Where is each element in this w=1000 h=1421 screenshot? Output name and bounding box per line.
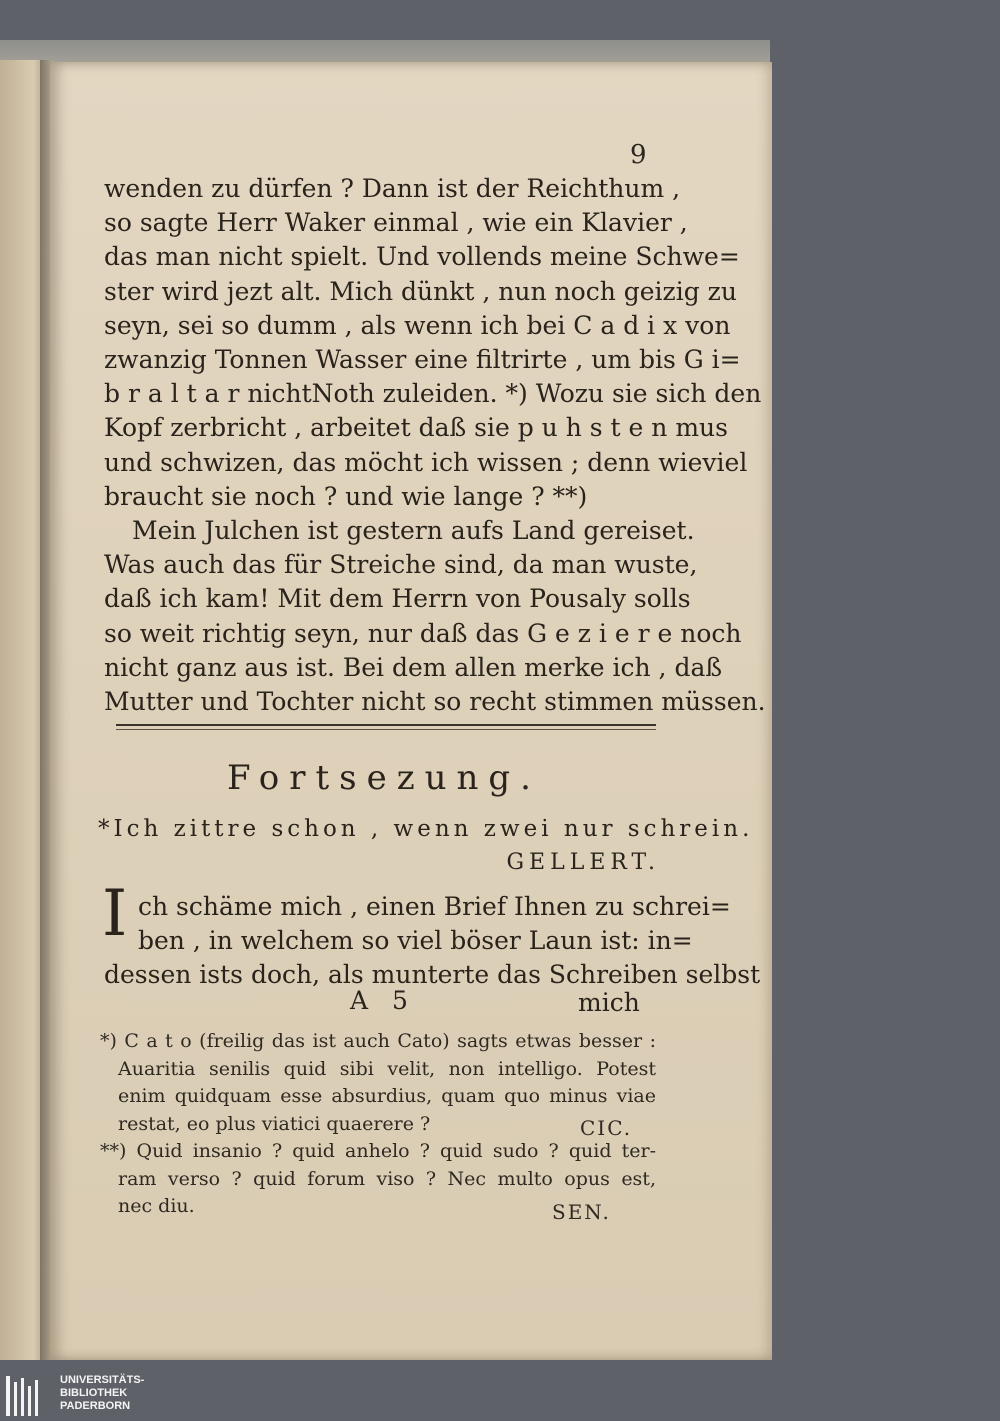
catchword: mich: [578, 988, 640, 1017]
footnote-line: *) C a t o (freilig das ist auch Cato) sagts etwas besser :: [100, 1030, 656, 1052]
page-number: 9: [630, 140, 647, 170]
footnote-line: restat, eo plus viatici quaerere ?: [118, 1112, 431, 1135]
text-line: Mutter und Tochter nicht so recht stimmen müssen.: [104, 687, 766, 717]
text-line: wenden zu dürfen ? Dann ist der Reichthum ,: [104, 174, 681, 203]
epigraph: *Ich zittre schon , wenn zwei nur schrein.: [98, 816, 754, 842]
footnote-2-source: SEN.: [552, 1200, 611, 1224]
text-line: zwanzig Tonnen Wasser eine filtrirte , um bis G i=: [104, 345, 741, 375]
signature-mark: A 5: [350, 986, 416, 1015]
footnote-line: ram verso ? quid forum viso ? Nec multo opus est,: [118, 1167, 656, 1190]
logo-line: PADERBORN: [60, 1400, 131, 1412]
footnote-line: **) Quid insanio ? quid anhelo ? quid sudo ? quid ter-: [100, 1140, 656, 1162]
section-title: Fortsezung.: [227, 758, 541, 798]
text-line: Was auch das für Streiche sind, da man wuste,: [104, 550, 698, 580]
footnote-1: [100, 1028, 656, 1138]
footnote-line: nec diu.: [118, 1195, 195, 1217]
text-line: dessen ists doch, als munterte das Schreiben selbst: [104, 960, 761, 990]
footnote-line: enim quidquam esse absurdius, quam quo minus viae: [118, 1085, 656, 1107]
library-logo-text: [60, 1374, 144, 1413]
logo-line: BIBLIOTHEK: [60, 1387, 128, 1399]
text-line: ch schäme mich , einen Brief Ihnen zu schrei=: [138, 892, 731, 921]
body-paragraph-1: [104, 172, 766, 719]
epigraph-author: GELLERT.: [506, 850, 660, 875]
text-line: und schwizen, das möcht ich wissen ; denn wieviel: [104, 447, 748, 477]
text-line: ben , in welchem so viel böser Laun ist: in=: [138, 926, 693, 956]
text-line: so weit richtig seyn, nur daß das G e z i e r e noch: [104, 618, 742, 648]
text-line: ster wird jezt alt. Mich dünkt , nun noch geizig zu: [104, 276, 737, 306]
text-line: nicht ganz aus ist. Bei dem allen merke ich , daß: [104, 652, 723, 682]
text-line: daß ich kam! Mit dem Herrn von Pousaly solls: [104, 584, 691, 614]
text-line: so sagte Herr Waker einmal , wie ein Klavier ,: [104, 208, 688, 238]
body-paragraph-2: [104, 890, 761, 993]
text-line: b r a l t a r nichtNoth zuleiden. *) Wozu sie sich den: [104, 379, 762, 409]
text-line: braucht sie noch ? und wie lange ? **): [104, 481, 588, 511]
text-line: das man nicht spielt. Und vollends meine Schwe=: [104, 242, 740, 272]
logo-line: UNIVERSITÄTS-: [60, 1374, 145, 1386]
footnote-1-source: CIC.: [580, 1116, 633, 1140]
text-line: Mein Julchen ist gestern aufs Land gereiset.: [132, 516, 695, 546]
text-line: Kopf zerbricht , arbeitet daß sie p u h s t e n mus: [104, 413, 728, 443]
drop-cap: I: [102, 877, 128, 951]
library-logo: [0, 1370, 160, 1421]
footnote-line: Auaritia senilis quid sibi velit, non intelligo. Potest: [118, 1057, 656, 1080]
library-logo-icon: [6, 1376, 48, 1416]
text-line: seyn, sei so dumm , als wenn ich bei C a d i x von: [104, 310, 731, 340]
section-divider: [116, 724, 656, 730]
